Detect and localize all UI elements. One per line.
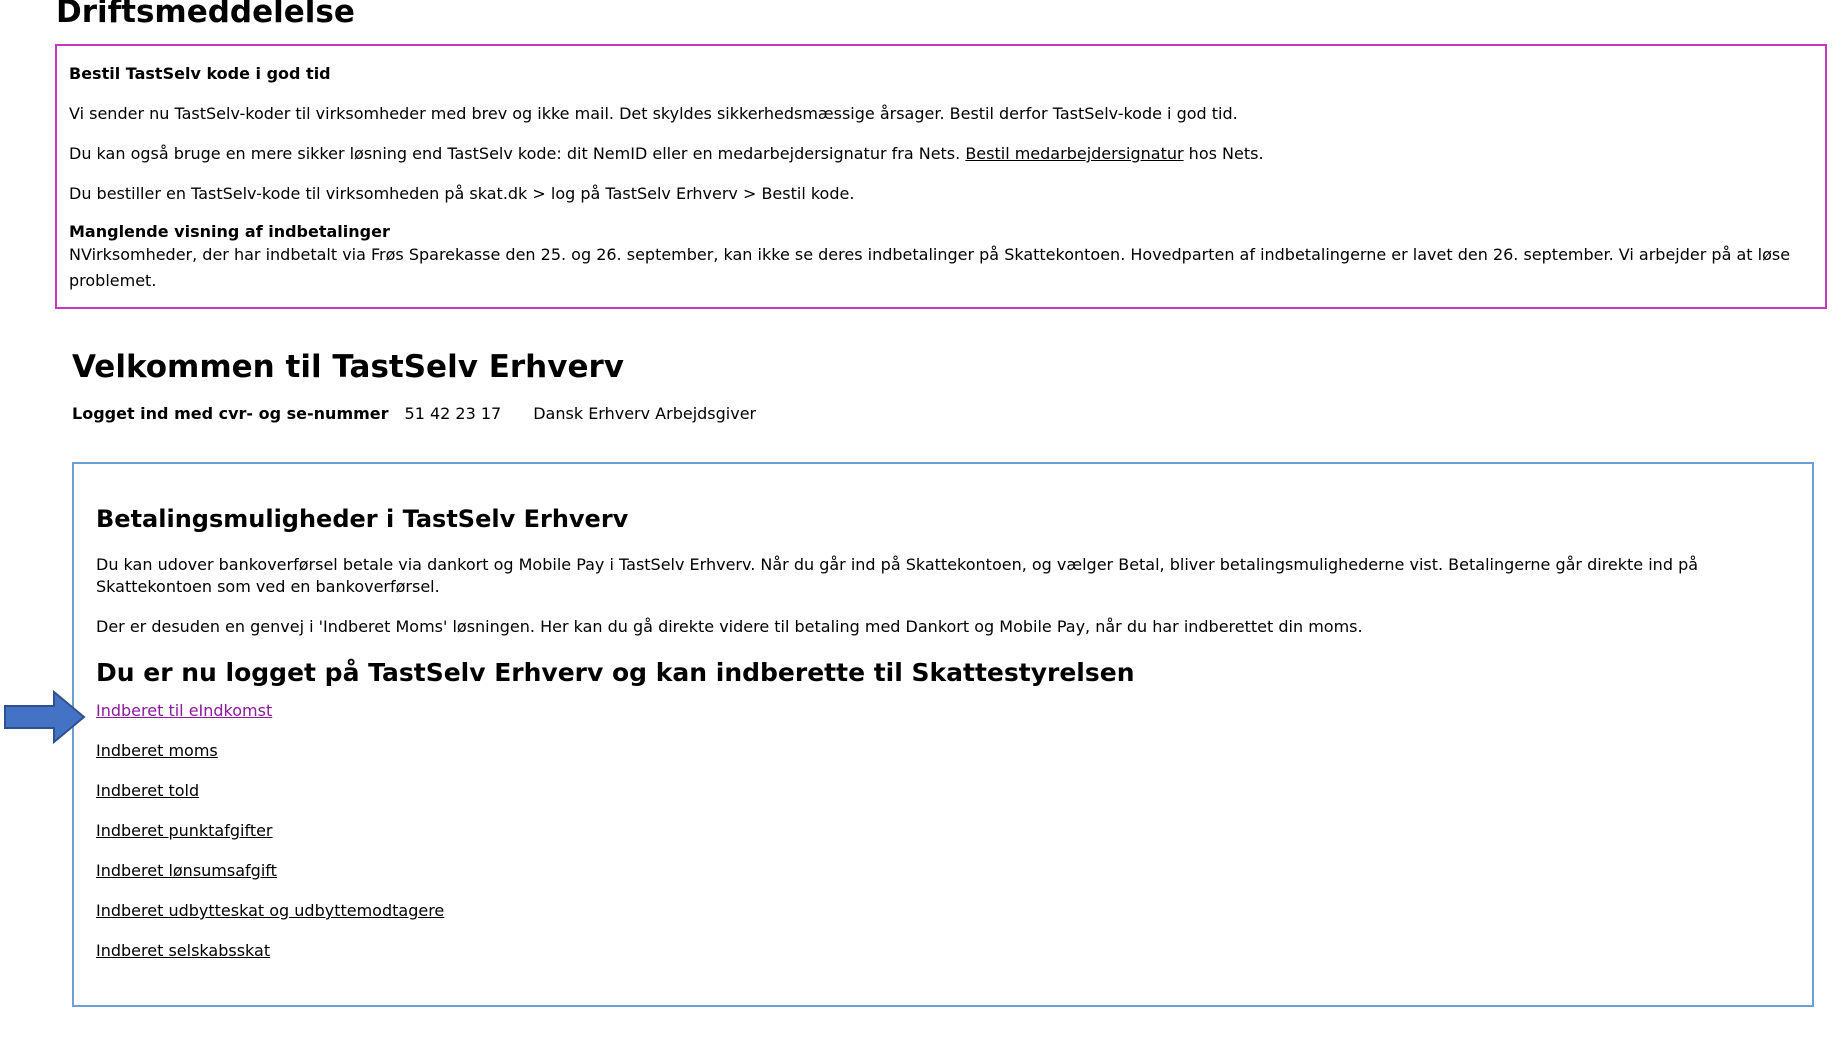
report-punktafgifter-link[interactable]: Indberet punktafgifter [96, 821, 273, 840]
payments-paragraph-2: Der er desuden en genvej i 'Indberet Moms' løsningen. Her kan du gå direkte videre til betaling med Dankort og Mobile Pay, når du har indberettet din moms. [96, 617, 1363, 636]
report-links-list [96, 700, 1790, 980]
cvr-number: 51 42 23 17 [404, 404, 502, 423]
main-content-box [72, 462, 1814, 1007]
report-lonsumsafgift-link[interactable]: Indberet lønsumsafgift [96, 861, 277, 880]
payments-paragraph-1: Du kan udover bankoverførsel betale via dankort og Mobile Pay i TastSelv Erhverv. Når du går ind på Skattekontoen, og vælger Betal, bliver betalingsmulighederne vist. Betalingerne går direkte ind på Skattekontoen som ved en bankoverførsel. [96, 555, 1699, 596]
order-employee-signature-link[interactable]: Bestil medarbejdersignatur [965, 144, 1184, 163]
order-code-heading: Bestil TastSelv kode i god tid [69, 64, 331, 83]
missing-payments-text: NVirksomheder, der har indbetalt via Frøs Sparekasse den 25. og 26. september, kan ikke se deres indbetalinger på Skattekontoen. Hovedparten af indbetalingerne er lavet den 26. september. Vi arbejder på at løse problemet. [69, 245, 1791, 290]
order-code-paragraph-2-suffix: hos Nets. [1183, 144, 1264, 163]
report-moms-link[interactable]: Indberet moms [96, 741, 218, 760]
arrow-right-icon [4, 690, 86, 744]
payments-heading: Betalingsmuligheder i TastSelv Erhverv [96, 505, 629, 533]
welcome-title: Velkommen til TastSelv Erhverv [72, 349, 624, 385]
operations-notice-box [55, 44, 1827, 309]
report-eindkomst-link[interactable]: Indberet til eIndkomst [96, 701, 273, 720]
organization-name: Dansk Erhverv Arbejdsgiver [533, 404, 757, 423]
report-heading: Du er nu logget på TastSelv Erhverv og kan indberette til Skattestyrelsen [96, 658, 1135, 687]
report-udbytteskat-link[interactable]: Indberet udbytteskat og udbyttemodtagere [96, 901, 445, 920]
order-code-paragraph-1: Vi sender nu TastSelv-koder til virksomheder med brev og ikke mail. Det skyldes sikkerhedsmæssige årsager. Bestil derfor TastSelv-kode i god tid. [69, 104, 1238, 123]
order-code-paragraph-3: Du bestiller en TastSelv-kode til virksomheden på skat.dk > log på TastSelv Erhverv > Bestil kode. [69, 184, 855, 203]
report-selskabsskat-link[interactable]: Indberet selskabsskat [96, 941, 271, 960]
logged-in-label: Logget ind med cvr- og se-nummer [72, 404, 389, 423]
order-code-paragraph-2 [69, 144, 1813, 164]
report-told-link[interactable]: Indberet told [96, 781, 200, 800]
operations-title: Driftsmeddelelse [56, 0, 355, 30]
logged-in-info [72, 404, 756, 424]
missing-payments-heading: Manglende visning af indbetalinger [69, 222, 390, 241]
order-code-paragraph-2-prefix: Du kan også bruge en mere sikker løsning end TastSelv kode: dit NemID eller en medarbejdersignatur fra Nets. [69, 144, 966, 163]
